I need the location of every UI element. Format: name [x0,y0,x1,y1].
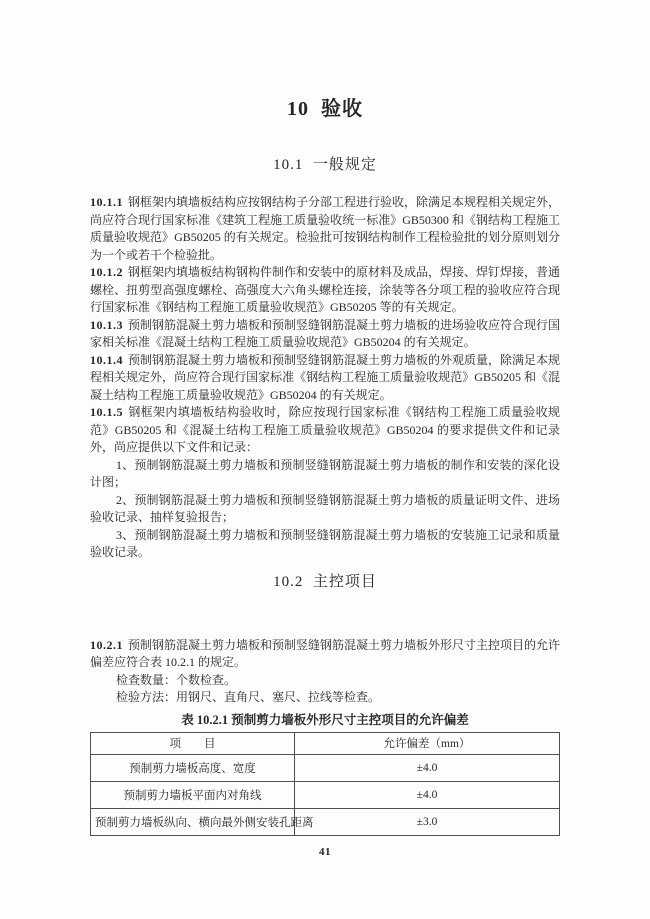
section-10-2-body [90,637,560,707]
list-item-2: 2、预制钢筋混凝土剪力墙板和预制竖缝钢筋混凝土剪力墙板的质量证明文件、进场验收记录、抽样复验报告； [90,492,560,524]
table-cell-item: 预制剪力墙板纵向、横向最外侧安装孔距离 [91,808,295,835]
clause-10-1-2-text: 钢框架内填墙板结构钢构件制作和安装中的原材料及成品，焊接、焊钉焊接，普通螺栓、扭剪型高强度螺栓、高强度大六角头螺栓连接，涂装等各分项工程的验收应符合现行国家标准《钢结构工程施工质量验收规范》GB50205 等的有关规定。 [90,265,561,314]
table-header-deviation: 允许偏差（mm） [295,732,560,754]
table-cell-item: 预制剪力墙板平面内对角线 [91,781,295,808]
list-item-1: 1、预制钢筋混凝土剪力墙板和预制竖缝钢筋混凝土剪力墙板的制作和安装的深化设计图； [90,457,560,489]
clause-10-1-1 [90,194,560,264]
list-item-3: 3、预制钢筋混凝土剪力墙板和预制竖缝钢筋混凝土剪力墙板的安装施工记录和质量验收记录。 [90,527,560,559]
table-cell-value: ±4.0 [295,754,560,781]
table-header-row [91,732,560,754]
clause-10-2-1-label: 10.2.1 [90,637,123,652]
clause-10-1-3-text: 预制钢筋混凝土剪力墙板和预制竖缝钢筋混凝土剪力墙板的进场验收应符合现行国家相关标准《混凝土结构工程施工质量验收规范》GB50204 的有关规定。 [90,317,561,349]
table-row [91,754,560,781]
clause-10-1-3-label: 10.1.3 [90,317,123,332]
clause-10-2-1-text: 预制钢筋混凝土剪力墙板和预制竖缝钢筋混凝土剪力墙板外形尺寸主控项目的允许偏差应符合表 10.2.1 的规定。 [90,637,561,669]
clause-10-1-1-text: 钢框架内填墙板结构应按钢结构子分部工程进行验收，除满足本规程相关规定外，尚应符合现行国家标准《建筑工程施工质量验收统一标准》GB50300 和《钢结构工程施工质量验收规范》GB50205 的有关规定。检验批可按钢结构制作工程检验批的划分原则划分为一个或若干个检验批。 [90,195,561,262]
clause-10-1-3 [90,317,560,352]
check-method-line: 检验方法：用钢尺、直角尺、塞尺、拉线等检查。 [116,690,381,704]
clause-10-2-1 [90,637,560,672]
table-row [91,781,560,808]
table-cell-item: 预制剪力墙板高度、宽度 [91,754,295,781]
check-quantity-line: 检查数量：个数检查。 [116,672,237,687]
section-title-10-2: 10.2 主控项目 [273,573,377,590]
table-cell-value: ±3.0 [295,808,560,835]
clause-10-1-1-label: 10.1.1 [90,195,123,209]
clause-10-1-4 [90,352,560,405]
table-cell-value: ±4.0 [295,781,560,808]
clause-10-1-5-label: 10.1.5 [90,405,123,419]
chapter-title: 10 验收 [287,98,363,120]
clause-10-1-4-label: 10.1.4 [90,352,123,367]
clause-10-1-5-text: 钢框架内填墙板结构验收时，除应按现行国家标准《钢结构工程施工质量验收规范》GB50205 和《混凝土结构工程施工质量验收规范》GB50204 的要求提供文件和记录外，尚应提供以下文件和记录： [90,405,560,454]
table-caption: 表 10.2.1 预制剪力墙板外形尺寸主控项目的允许偏差 [181,712,469,727]
deviation-table [90,732,560,836]
section-10-1-body [90,194,560,562]
clause-10-1-2 [90,264,560,317]
clause-10-1-4-text: 预制钢筋混凝土剪力墙板和预制竖缝钢筋混凝土剪力墙板的外观质量，除满足本规程相关规定外，尚应符合现行国家标准《钢结构工程施工质量验收规范》GB50205 和《混凝土结构工程施工质量验收规范》GB50204 的有关规定。 [90,352,561,402]
table-row [91,808,560,835]
page-number: 41 [319,845,331,858]
clause-10-1-5 [90,404,560,457]
clause-10-1-2-label: 10.1.2 [90,265,123,279]
table-header-item: 项 目 [91,732,295,754]
section-title-10-1: 10.1 一般规定 [273,157,377,173]
